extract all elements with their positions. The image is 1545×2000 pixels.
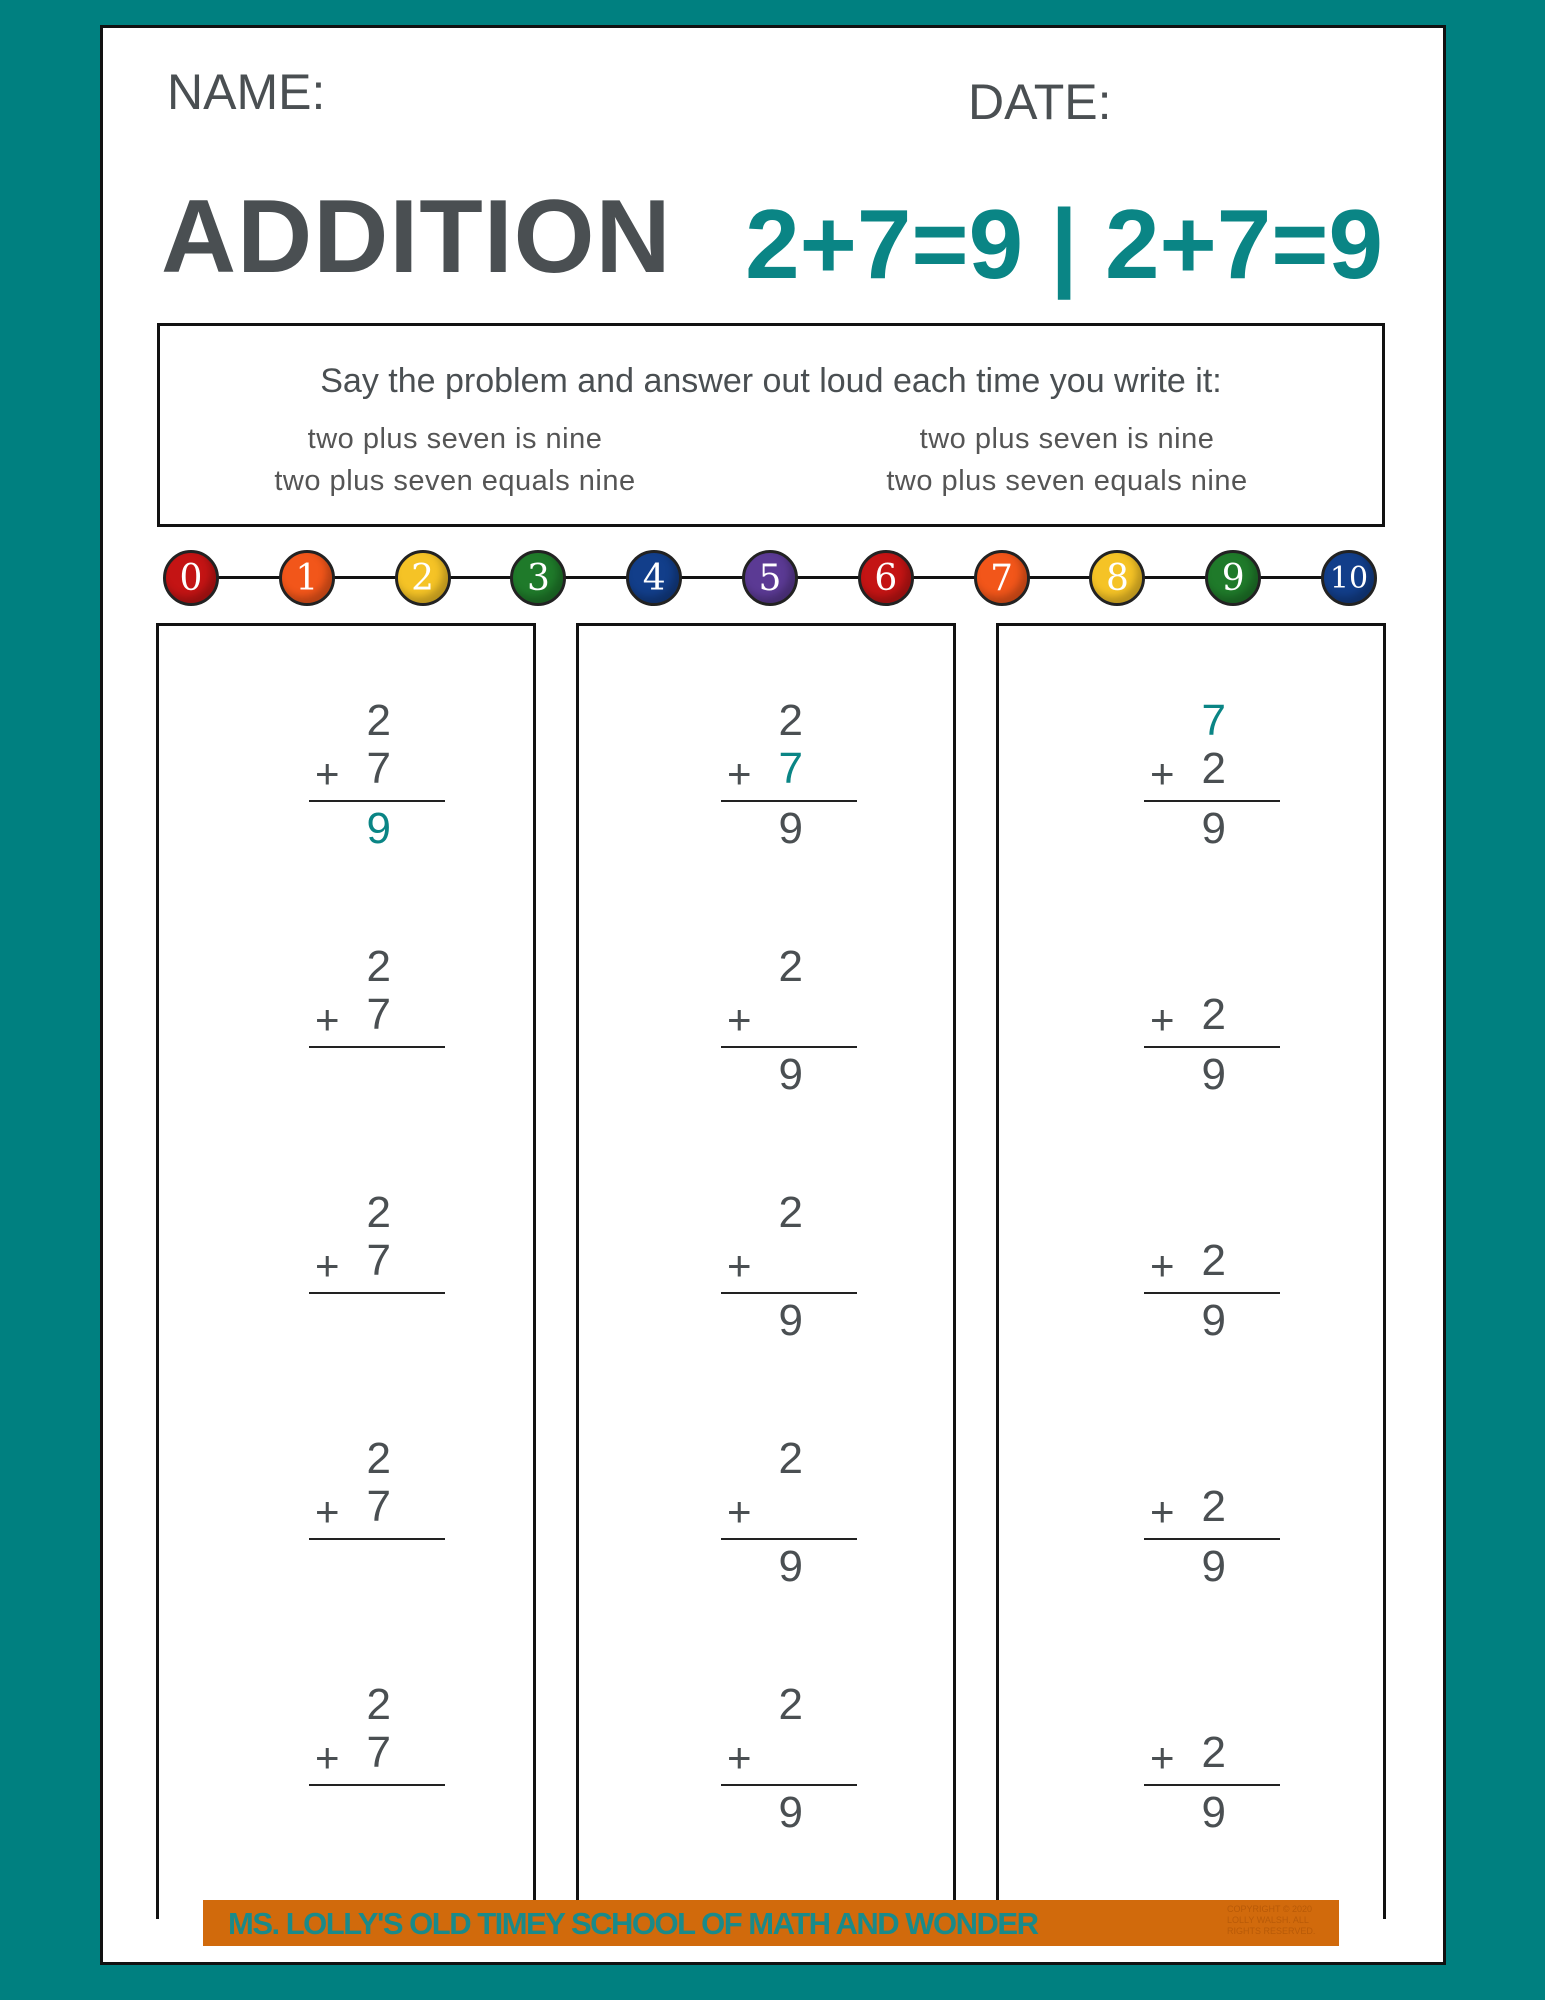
plus-sign: + [315, 1734, 340, 1781]
problem-answer: 9 [1201, 1788, 1226, 1837]
answer-line [309, 1046, 445, 1048]
date-label: DATE: [968, 74, 1112, 130]
fact-heading: 2+7=9 | 2+7=9 [745, 189, 1383, 299]
footer-band [203, 1900, 1339, 1946]
answer-line [1144, 1046, 1280, 1048]
problem [309, 696, 449, 853]
problem-answer: 9 [778, 1788, 803, 1837]
plus-sign: + [1150, 1488, 1175, 1535]
name-label: NAME: [167, 64, 326, 120]
problem-second-number: 2 [1201, 744, 1226, 793]
plus-sign: + [1150, 1242, 1175, 1289]
problem-second-number: 2 [1201, 990, 1226, 1039]
problem-top-number: 2 [778, 942, 803, 991]
problem-answer: 9 [366, 804, 391, 853]
problem-top-number: 2 [778, 1434, 803, 1483]
problem-top-number: 2 [366, 1188, 391, 1237]
plus-sign: + [315, 996, 340, 1043]
problem [309, 942, 449, 1092]
plus-sign: + [1150, 996, 1175, 1043]
footer-copyright: COPYRIGHT © 2020 LOLLY WALSH. ALL RIGHTS RESERVED. [1227, 1904, 1316, 1936]
answer-line [1144, 1292, 1280, 1294]
worksheet [100, 25, 1446, 1965]
number-bead-8: 8 [1089, 550, 1145, 606]
answer-line [1144, 1538, 1280, 1540]
problem-top-number: 2 [778, 1188, 803, 1237]
answer-line [721, 1538, 857, 1540]
problem-top-number: 2 [366, 1680, 391, 1729]
answer-line [309, 1538, 445, 1540]
instruction-line: two plus seven equals nine [274, 465, 636, 497]
number-bead-5: 5 [742, 550, 798, 606]
problem-answer: 9 [778, 1542, 803, 1591]
plus-sign: + [315, 750, 340, 797]
instruction-line: two plus seven equals nine [886, 465, 1248, 497]
problem-second-number: 2 [1201, 1728, 1226, 1777]
problem-second-number: 7 [366, 1728, 391, 1777]
problem-second-number: 7 [366, 744, 391, 793]
number-bead-7: 7 [974, 550, 1030, 606]
problem [1144, 1680, 1284, 1837]
number-bead-2: 2 [395, 550, 451, 606]
problem-top-number: 7 [1201, 696, 1226, 745]
instruction-line: two plus seven is nine [307, 423, 603, 455]
number-bead-9: 9 [1205, 550, 1261, 606]
problem-answer: 9 [778, 1050, 803, 1099]
problem-second-number: 2 [1201, 1236, 1226, 1285]
problem-top-number: 2 [366, 1434, 391, 1483]
number-bead-3: 3 [510, 550, 566, 606]
problem [1144, 1434, 1284, 1591]
number-bead-0: 0 [163, 550, 219, 606]
problem-column-2 [576, 623, 956, 1919]
problem-second-number: 7 [366, 1236, 391, 1285]
problem [721, 1188, 861, 1345]
number-bead-1: 1 [279, 550, 335, 606]
answer-line [1144, 800, 1280, 802]
plus-sign: + [315, 1488, 340, 1535]
problem [309, 1434, 449, 1584]
problem [721, 1680, 861, 1837]
plus-sign: + [727, 1488, 752, 1535]
answer-line [309, 1784, 445, 1786]
instructions-right [787, 418, 1347, 502]
problem-second-number: 7 [366, 1482, 391, 1531]
answer-line [309, 800, 445, 802]
problem-column-1 [156, 623, 536, 1919]
page-title: ADDITION [161, 179, 672, 295]
problem [721, 942, 861, 1099]
number-bead-4: 4 [626, 550, 682, 606]
problem-column-3 [996, 623, 1386, 1919]
answer-line [721, 1292, 857, 1294]
instructions-box [157, 323, 1385, 527]
answer-line [721, 1046, 857, 1048]
number-bead-10: 10 [1321, 550, 1377, 606]
plus-sign: + [315, 1242, 340, 1289]
problem-answer: 9 [778, 1296, 803, 1345]
number-bead-6: 6 [858, 550, 914, 606]
problem-answer: 9 [1201, 1050, 1226, 1099]
problem-top-number: 2 [778, 696, 803, 745]
problem-top-number: 2 [366, 942, 391, 991]
number-line [155, 543, 1385, 611]
problem-second-number: 2 [1201, 1482, 1226, 1531]
problem [309, 1188, 449, 1338]
problem-second-number: 7 [778, 744, 803, 793]
problem-second-number: 7 [366, 990, 391, 1039]
problem-answer: 9 [1201, 804, 1226, 853]
plus-sign: + [727, 996, 752, 1043]
problem [721, 696, 861, 853]
problem-answer: 9 [778, 804, 803, 853]
problem [721, 1434, 861, 1591]
answer-line [721, 800, 857, 802]
answer-line [309, 1292, 445, 1294]
answer-line [1144, 1784, 1280, 1786]
problem-answer: 9 [1201, 1542, 1226, 1591]
problem-answer: 9 [1201, 1296, 1226, 1345]
answer-line [721, 1784, 857, 1786]
plus-sign: + [727, 1734, 752, 1781]
instruction-line: two plus seven is nine [919, 423, 1215, 455]
problem-top-number: 2 [778, 1680, 803, 1729]
plus-sign: + [727, 750, 752, 797]
problem-top-number: 2 [366, 696, 391, 745]
plus-sign: + [1150, 750, 1175, 797]
problem [1144, 1188, 1284, 1345]
problem [1144, 696, 1284, 853]
plus-sign: + [727, 1242, 752, 1289]
instructions-left [175, 418, 735, 502]
plus-sign: + [1150, 1734, 1175, 1781]
instructions-heading: Say the problem and answer out loud each time you write it: [320, 362, 1222, 400]
problem [309, 1680, 449, 1830]
footer-school-name: MS. LOLLY'S OLD TIMEY SCHOOL OF MATH AND WONDER [228, 1906, 1038, 1941]
problem [1144, 942, 1284, 1099]
